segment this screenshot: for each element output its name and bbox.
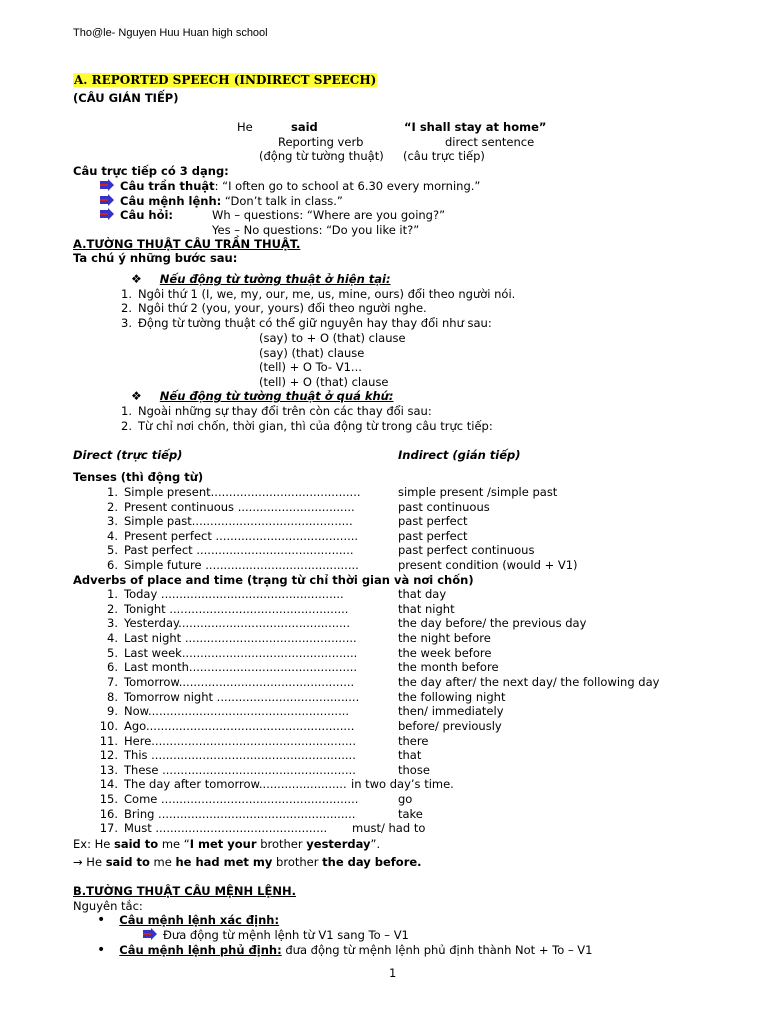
column-direct: Direct (trực tiếp): [73, 448, 183, 462]
past-heading: Nếu động từ tường thuật ở quá khứ:: [159, 389, 394, 403]
verb-form: (tell) + O (that) clause: [259, 375, 389, 389]
diagram-direct-sentence: direct sentence: [445, 135, 535, 149]
affirmative-rule-row: [143, 928, 409, 942]
arrow-bullet-icon: [143, 928, 157, 940]
indirect-cell: that day: [398, 587, 447, 601]
arrow-bullet-icon: [100, 194, 114, 206]
direct-cell: 2. Tonight .................................................: [107, 601, 349, 616]
page-number: 1: [389, 966, 397, 980]
negative-rule: đưa động từ mệnh lệnh phủ định thành Not + To – V1: [281, 943, 593, 957]
direct-cell: 15. Come ......................................................: [99, 792, 359, 807]
negative-label: Câu mệnh lệnh phủ định:: [119, 943, 282, 957]
present-heading-row: [131, 272, 391, 286]
past-item: 2. Từ chỉ nơi chốn, thời gian, thì của động từ trong câu trực tiếp:: [121, 419, 493, 433]
indirect-cell: take: [398, 806, 423, 821]
indirect-cell: must/ had to: [352, 821, 426, 836]
indirect-cell: past perfect: [398, 514, 468, 529]
diamond-bullet-icon: ❖: [131, 272, 142, 286]
direct-cell: 10. Ago.........................................................: [99, 718, 355, 733]
present-item: 1. Ngôi thứ 1 (I, we, my, our, me, us, mine, ours) đổi theo người nói.: [121, 287, 516, 301]
affirmative-label: Câu mệnh lệnh xác định:: [119, 913, 280, 927]
example-result: → He said to me he had met my brother the day before.: [73, 855, 422, 869]
present-item: 3. Động từ tường thuật có thể giữ nguyên hay thay đổi như sau:: [121, 316, 492, 330]
adverbs-heading: Adverbs of place and time (trạng từ chỉ thời gian và nơi chốn): [73, 573, 474, 587]
direct-cell: 16. Bring ......................................................: [99, 806, 356, 821]
statement-text: : “I often go to school at 6.30 every morning.”: [214, 179, 481, 193]
present-item: 2. Ngôi thứ 2 (you, your, yours) đổi theo người nghe.: [121, 301, 427, 315]
question-label: Câu hỏi:: [120, 208, 174, 222]
direct-cell: 12. This ........................................................: [99, 748, 356, 763]
verb-form: (say) to + O (that) clause: [259, 331, 406, 345]
direct-form-question: [100, 208, 173, 222]
question-wh: Wh – questions: “Where are you going?”: [212, 208, 446, 222]
direct-cell: 9. Now.......................................................: [107, 704, 350, 719]
diagram-said: said: [291, 120, 318, 134]
present-heading: Nếu động từ tường thuật ở hiện tại:: [159, 272, 391, 286]
indirect-cell: the day after/ the next day/ the following day: [398, 674, 660, 689]
direct-forms-heading: Câu trực tiếp có 3 dạng:: [73, 164, 229, 178]
indirect-cell: simple present /simple past: [398, 485, 558, 499]
diagram-quote: “I shall stay at home”: [404, 120, 547, 134]
section-b-heading: B.TƯỜNG THUẬT CÂU MỆNH LỆNH.: [73, 884, 296, 898]
direct-cell: 1. Simple present.........................................: [107, 485, 361, 499]
dot-bullet-icon: •: [97, 942, 106, 958]
past-heading-row: [131, 389, 393, 403]
indirect-cell: then/ immediately: [398, 704, 504, 719]
diamond-bullet-icon: ❖: [131, 389, 142, 403]
indirect-cell: present condition (would + V1): [398, 558, 578, 572]
direct-cell: 3. Simple past............................................: [107, 514, 353, 529]
command-text: “Don’t talk in class.”: [221, 194, 343, 208]
direct-cell: 3. Yesterday...............................................: [107, 616, 350, 631]
indirect-cell: before/ previously: [398, 718, 502, 733]
verb-form: (say) (that) clause: [259, 346, 365, 360]
section-a-heading: A.TƯỜNG THUẬT CÂU TRẦN THUẬT.: [73, 237, 301, 251]
direct-cell: 8. Tomorrow night .......................................: [107, 689, 360, 704]
diagram-reporting-verb-vi: (động từ tường thuật): [259, 149, 384, 163]
document-header: Tho@le- Nguyen Huu Huan high school: [73, 27, 268, 39]
command-label: Câu mệnh lệnh:: [120, 194, 222, 208]
example-sentence: Ex: He said to me “I met your brother yesterday”.: [73, 837, 381, 851]
verb-form: (tell) + O To- V1...: [259, 360, 362, 374]
direct-cell: 4. Last night ...............................................: [107, 630, 357, 645]
indirect-cell: the month before: [398, 660, 499, 675]
direct-cell: 2. Present continuous ................................: [107, 499, 355, 514]
indirect-cell: past continuous: [398, 499, 490, 514]
question-yn: Yes – No questions: “Do you like it?”: [212, 223, 420, 237]
direct-cell: 6. Last month..............................................: [107, 660, 358, 675]
diagram-he: He: [237, 120, 253, 134]
indirect-cell: in two day’s time.: [351, 777, 454, 792]
arrow-bullet-icon: [100, 179, 114, 191]
diagram-reporting-verb: Reporting verb: [278, 135, 364, 149]
indirect-cell: past perfect: [398, 528, 468, 543]
indirect-cell: the following night: [398, 689, 506, 704]
direct-cell: 14. The day after tomorrow........................: [99, 777, 347, 792]
direct-cell: 4. Present perfect .......................................: [107, 528, 359, 543]
indirect-cell: the day before/ the previous day: [398, 616, 587, 631]
indirect-cell: that night: [398, 601, 455, 616]
affirmative-rule: Đưa động từ mệnh lệnh từ V1 sang To – V1: [163, 928, 409, 942]
direct-form-statement: [100, 179, 480, 193]
direct-form-command: [100, 194, 343, 208]
section-title-reported-speech: A. REPORTED SPEECH (INDIRECT SPEECH): [74, 73, 377, 87]
arrow-bullet-icon: [100, 208, 114, 220]
direct-cell: 5. Past perfect ...........................................: [107, 543, 354, 558]
negative-row: [97, 943, 592, 957]
tenses-heading: Tenses (thì động từ): [73, 470, 204, 484]
indirect-cell: that: [398, 748, 422, 763]
section-b-principle: Nguyên tắc:: [73, 899, 143, 913]
direct-cell: 13. These .....................................................: [99, 762, 356, 777]
indirect-cell: past perfect continuous: [398, 543, 535, 558]
direct-cell: 11. Here........................................................: [99, 733, 356, 748]
section-a-note: Ta chú ý những bước sau:: [73, 251, 238, 265]
direct-cell: 17. Must ...............................................: [99, 821, 328, 836]
past-item: 1. Ngoài những sự thay đổi trên còn các thay đổi sau:: [121, 404, 432, 418]
indirect-cell: the night before: [398, 630, 491, 645]
direct-cell: 7. Tomorrow................................................: [107, 674, 355, 689]
direct-cell: 5. Last week................................................: [107, 645, 358, 660]
direct-cell: 6. Simple future ..........................................: [107, 558, 359, 572]
indirect-cell: those: [398, 762, 430, 777]
indirect-cell: there: [398, 733, 429, 748]
section-subtitle: (CÂU GIÁN TIẾP): [73, 91, 179, 105]
right-arrow-icon: →: [73, 855, 83, 869]
dot-bullet-icon: •: [97, 912, 106, 928]
column-indirect: Indirect (gián tiếp): [398, 448, 521, 462]
direct-cell: 1. Today ..................................................: [107, 587, 344, 601]
indirect-cell: the week before: [398, 645, 492, 660]
indirect-cell: go: [398, 792, 413, 807]
diagram-direct-sentence-vi: (câu trực tiếp): [403, 149, 485, 163]
affirmative-row: [97, 913, 279, 927]
statement-label: Câu trần thuật: [120, 179, 215, 193]
